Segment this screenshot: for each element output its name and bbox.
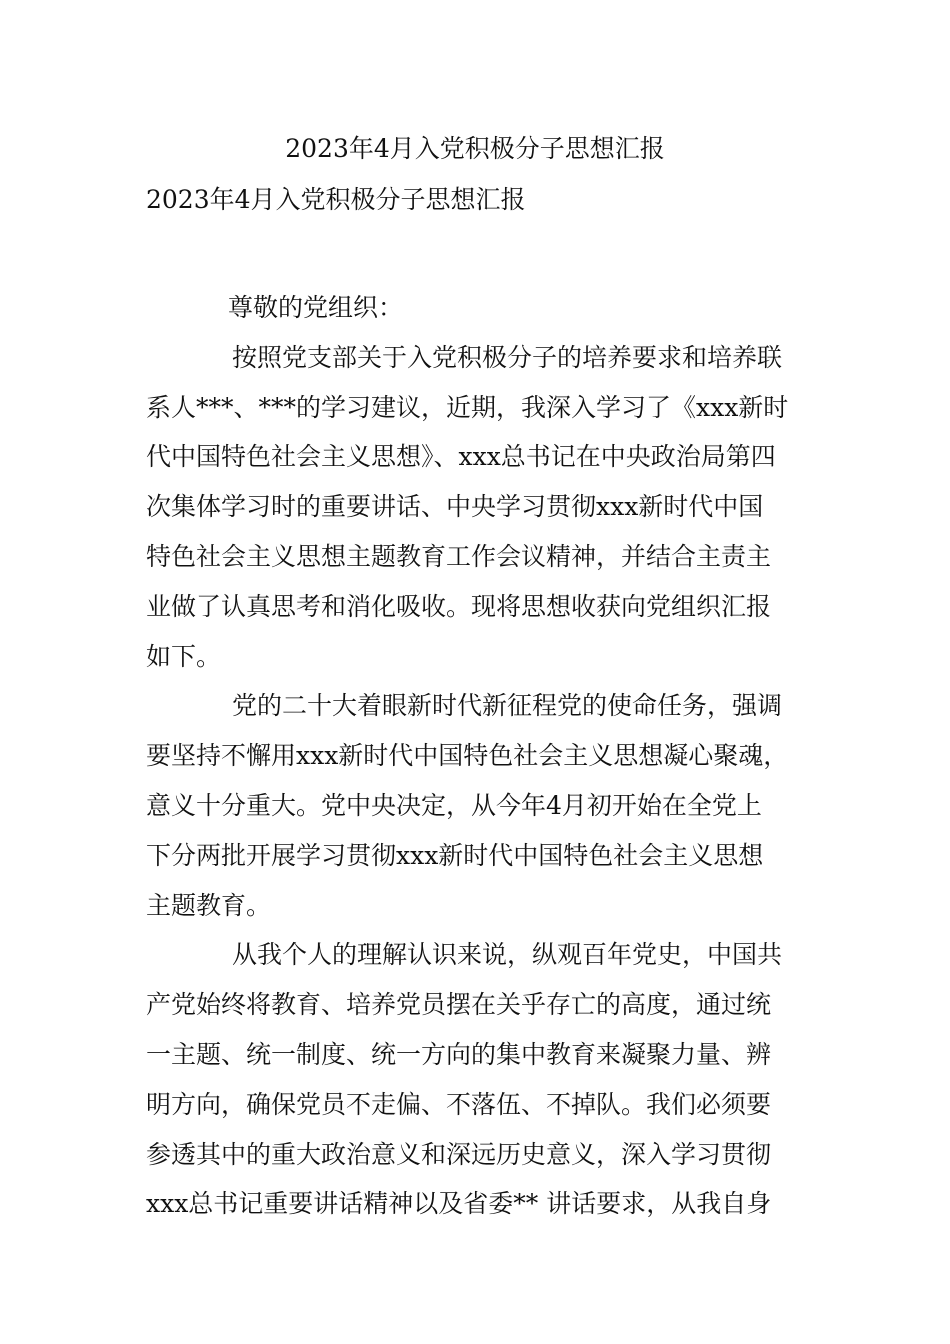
paragraph-line: 下分两批开展学习贯彻xxx新时代中国特色社会主义思想 [146,840,764,870]
paragraph-line: 主题教育。 [146,890,272,920]
paragraph-line: 代中国特色社会主义思想》、xxx总书记在中央政治局第四 [146,442,776,472]
paragraph-line: 一主题、统一制度、统一方向的集中教育来凝聚力量、辨 [146,1039,772,1069]
paragraph-line: xxx总书记重要讲话精神以及省委** 讲话要求，从我自身 [146,1189,772,1219]
salutation: 尊敬的党组织： [228,293,404,322]
paragraph [146,930,846,1229]
paragraph-line: 产党始终将教育、培养党员摆在关乎存亡的高度，通过统 [146,990,772,1020]
paragraph [146,681,846,930]
paragraph-line: 业做了认真思考和消化吸收。现将思想收获向党组织汇报 [146,591,772,621]
document-subtitle: 2023年4月入党积极分子思想汇报 [146,185,526,214]
paragraph-line: 从我个人的理解认识来说，纵观百年党史，中国共 [232,940,783,970]
paragraph-line: 如下。 [146,641,222,671]
paragraph [146,333,846,682]
paragraph-line: 党的二十大着眼新时代新征程党的使命任务，强调 [232,691,783,721]
document-body [146,283,846,1229]
document-title: 2023年4月入党积极分子思想汇报 [285,134,665,163]
paragraph-line: 特色社会主义思想主题教育工作会议精神，并结合主责主 [146,541,772,571]
paragraph-line: 参透其中的重大政治意义和深远历史意义，深入学习贯彻 [146,1139,772,1169]
paragraph-line: 次集体学习时的重要讲话、中央学习贯彻xxx新时代中国 [146,492,764,522]
paragraph-line: 意义十分重大。党中央决定，从今年4月初开始在全党上 [146,790,762,820]
paragraph-line: 按照党支部关于入党积极分子的培养要求和培养联 [232,342,783,372]
paragraph-line: 系人***、***的学习建议，近期，我深入学习了《xxx新时 [146,392,789,422]
paragraph-line: 要坚持不懈用xxx新时代中国特色社会主义思想凝心聚魂， [146,741,789,771]
paragraph-line: 明方向，确保党员不走偏、不落伍、不掉队。我们必须要 [146,1089,772,1119]
